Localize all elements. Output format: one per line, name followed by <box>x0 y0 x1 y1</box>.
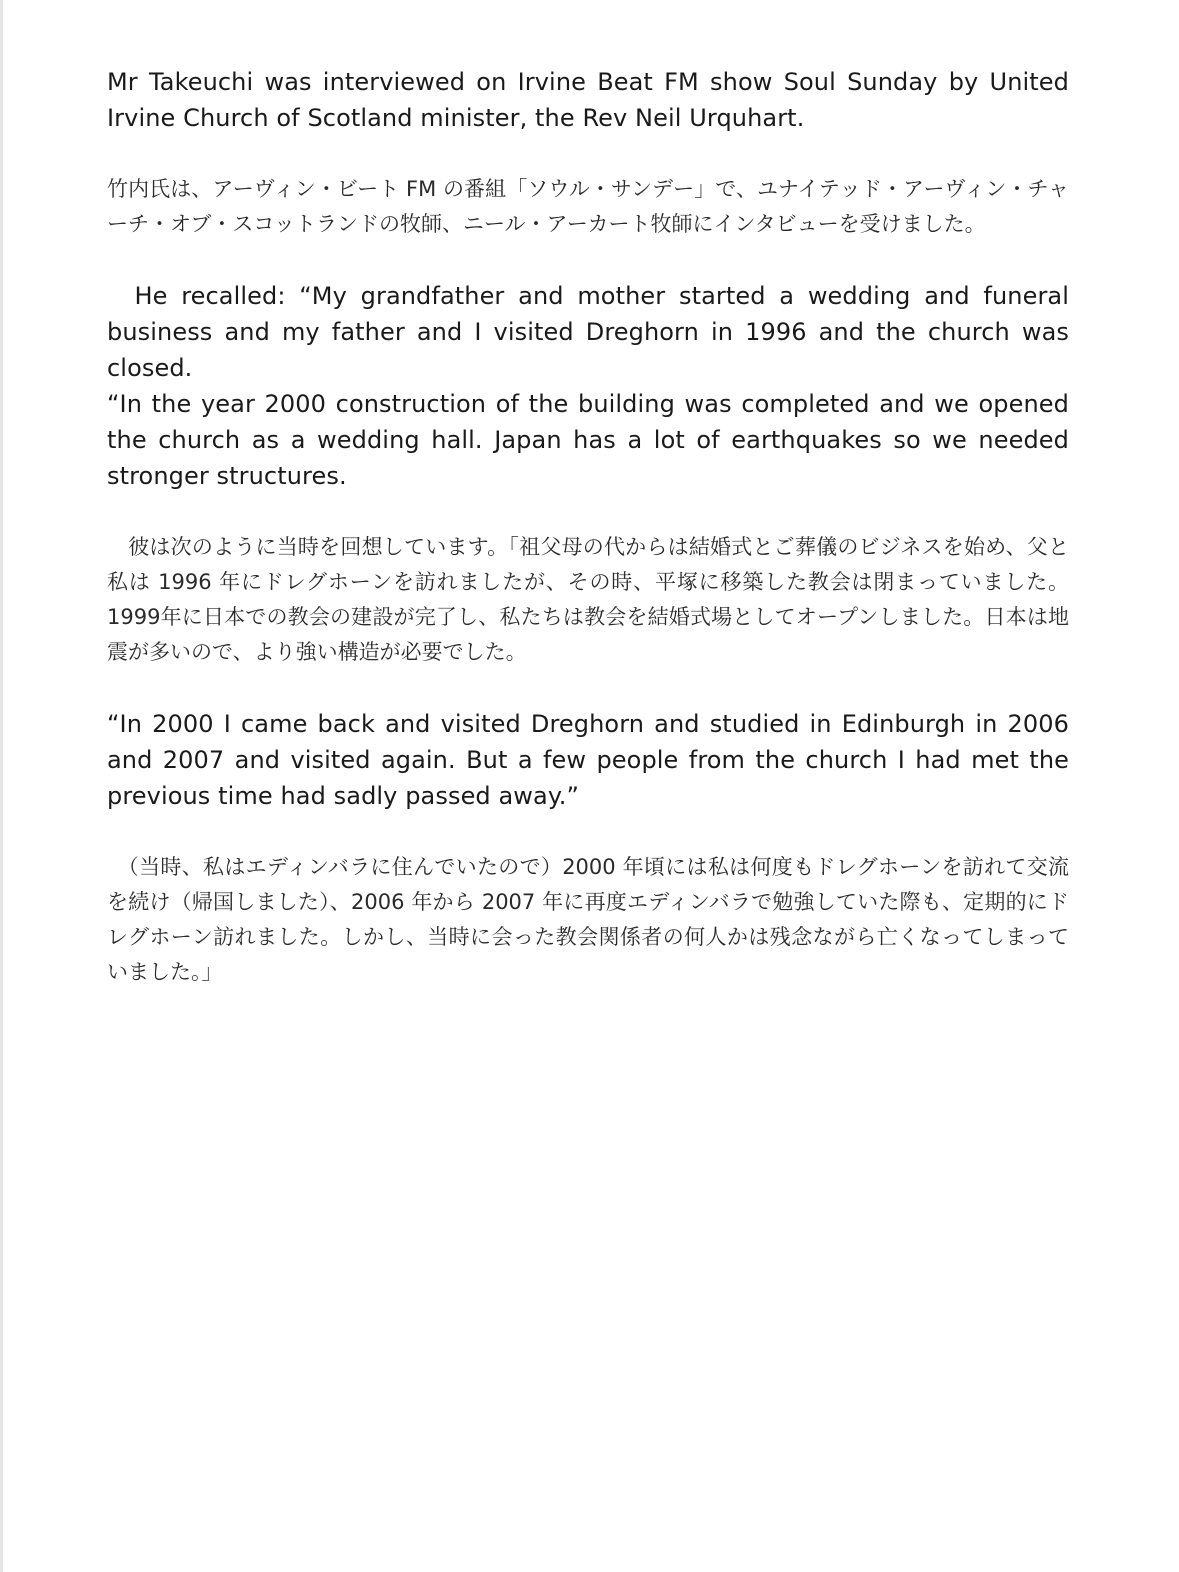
page-edge <box>0 0 3 1572</box>
paragraph-recall-en: He recalled: “My grandfather and mother started a wedding and funeral business and my father and I visited Dreghorn in 1996 and the church was closed. <box>107 282 1069 382</box>
paragraph-interview-en: Mr Takeuchi was interviewed on Irvine Beat FM show Soul Sunday by United Irvine Church of Scotland minister, the Rev Neil Urquhart. <box>107 68 1069 132</box>
paragraph-recall-ja: 彼は次のように当時を回想しています。「祖父母の代からは結婚式とご葬儀のビジネスを始め、父と私は 1996 年にドレグホーンを訪れましたが、その時、平塚に移築した教会は閉まっていました。1999年に日本での教会の建設が完了し、私たちは教会を結婚式場としてオープンしました。日本は地震が多いので、より強い構造が必要でした。 <box>107 535 1069 664</box>
paragraph-return-en: “In 2000 I came back and visited Dreghorn and studied in Edinburgh in 2006 and 2007 and visited again. But a few people from the church I had met the previous time had sadly passed away.” <box>107 710 1069 810</box>
paragraph-interview-ja: 竹内氏は、アーヴィン・ビート FM の番組「ソウル・サンデー」で、ユナイテッド・アーヴィン・チャーチ・オブ・スコットランドの牧師、ニール・アーカート牧師にインタビューを受けました。 <box>107 177 1069 236</box>
document-body <box>107 64 1069 990</box>
paragraph-return-ja: （当時、私はエディンバラに住んでいたので）2000 年頃には私は何度もドレグホーンを訪れて交流を続け（帰国しました）、2006 年から 2007 年に再度エディンバラで勉強していた際も、定期的にドレグホーン訪れました。しかし、当時に会った教会関係者の何人かは残念ながら亡くなってしまっていました。」 <box>107 855 1069 984</box>
paragraph-construction-en: “In the year 2000 construction of the building was completed and we opened the church as a wedding hall. Japan has a lot of earthquakes so we needed stronger structures. <box>107 390 1069 490</box>
